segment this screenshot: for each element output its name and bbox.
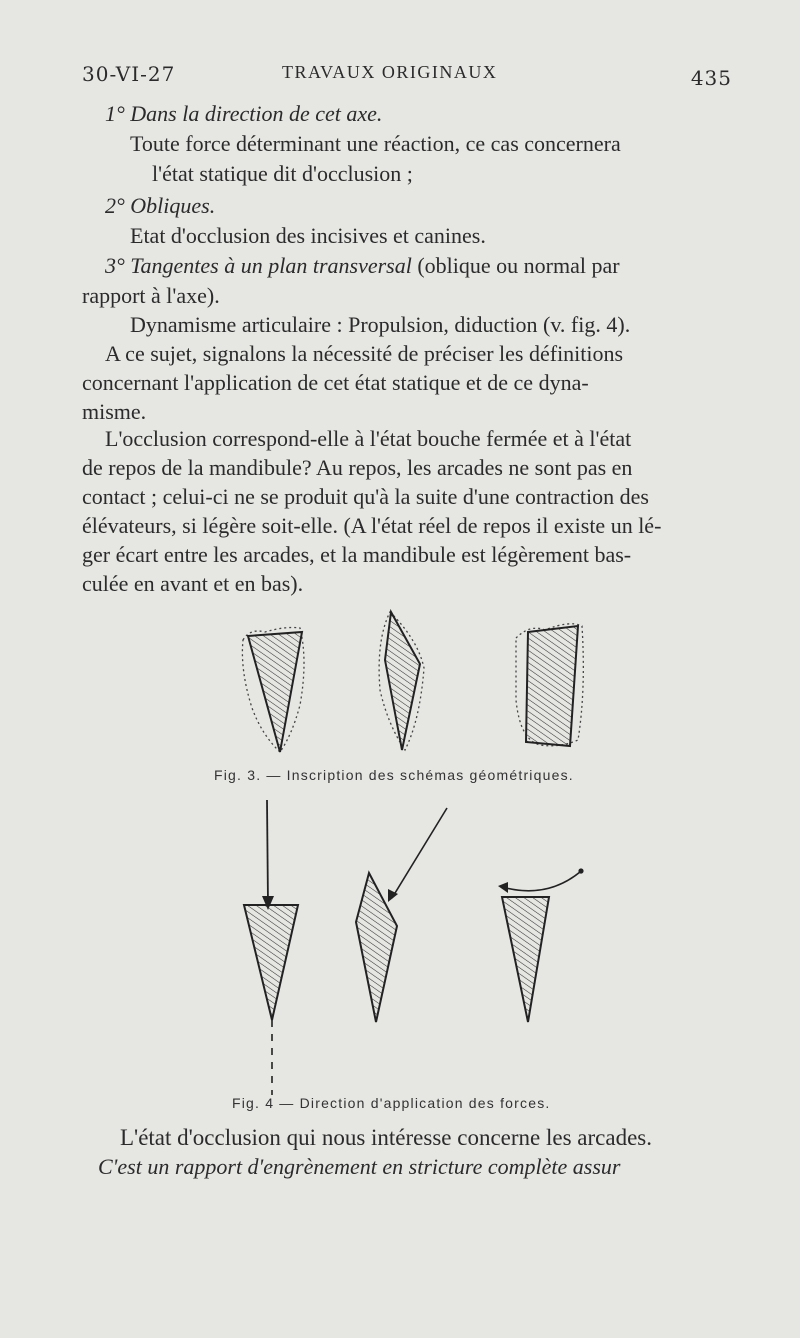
fig4-axial-force bbox=[244, 800, 298, 1095]
text-line: C'est un rapport d'engrènement en stricture complète assur bbox=[98, 1154, 621, 1179]
text-line: concernant l'application de cet état statique et de ce dyna- bbox=[82, 370, 589, 395]
text-line: Etat d'occlusion des incisives et canines. bbox=[130, 223, 486, 248]
text-line: ger écart entre les arcades, et la mandibule est légèrement bas- bbox=[82, 542, 632, 567]
text-line: de repos de la mandibule? Au repos, les arcades ne sont pas en bbox=[82, 455, 633, 480]
text-line: élévateurs, si légère soit-elle. (A l'état réel de repos il existe un lé- bbox=[82, 513, 662, 538]
text-line: L'état d'occlusion qui nous intéresse concerne les arcades. bbox=[120, 1125, 652, 1150]
text-line: Dynamisme articulaire : Propulsion, diduction (v. fig. 4). bbox=[130, 312, 631, 337]
text-line: misme. bbox=[82, 399, 147, 424]
text-line-roman-part: (oblique ou normal par bbox=[411, 253, 620, 278]
text-line: A ce sujet, signalons la nécessité de préciser les définitions bbox=[105, 341, 624, 366]
text-line: 1° Dans la direction de cet axe. bbox=[105, 101, 383, 126]
text-line: culée en avant et en bas). bbox=[82, 571, 304, 596]
fig4-caption: Fig. 4 — Direction d'application des forces. bbox=[232, 1095, 551, 1111]
fig3-tooth-canine bbox=[379, 612, 424, 750]
text-line: Toute force déterminant une réaction, ce cas concernera bbox=[130, 131, 621, 156]
text-line-italic-part: 3° Tangentes à un plan transversal bbox=[105, 253, 412, 278]
fig3-caption: Fig. 3. — Inscription des schémas géométriques. bbox=[214, 767, 574, 783]
header-date: 30-VI-27 bbox=[82, 62, 176, 86]
fig3-tooth-incisor bbox=[242, 628, 304, 753]
text-line: L'occlusion correspond-elle à l'état bouche fermée et à l'état bbox=[105, 426, 632, 451]
header-journal-title: TRAVAUX ORIGINAUX bbox=[282, 62, 498, 82]
text-line: 2° Obliques. bbox=[105, 193, 216, 218]
text-line: contact ; celui-ci ne se produit qu'à la suite d'une contraction des bbox=[82, 484, 649, 509]
text-line: l'état statique dit d'occlusion ; bbox=[152, 161, 413, 186]
fig4-tangential-force bbox=[498, 868, 584, 1022]
fig4-oblique-force bbox=[356, 808, 447, 1022]
fig3-tooth-molar bbox=[516, 624, 583, 746]
page-number: 435 bbox=[690, 66, 732, 90]
text-line: rapport à l'axe). bbox=[82, 283, 220, 308]
